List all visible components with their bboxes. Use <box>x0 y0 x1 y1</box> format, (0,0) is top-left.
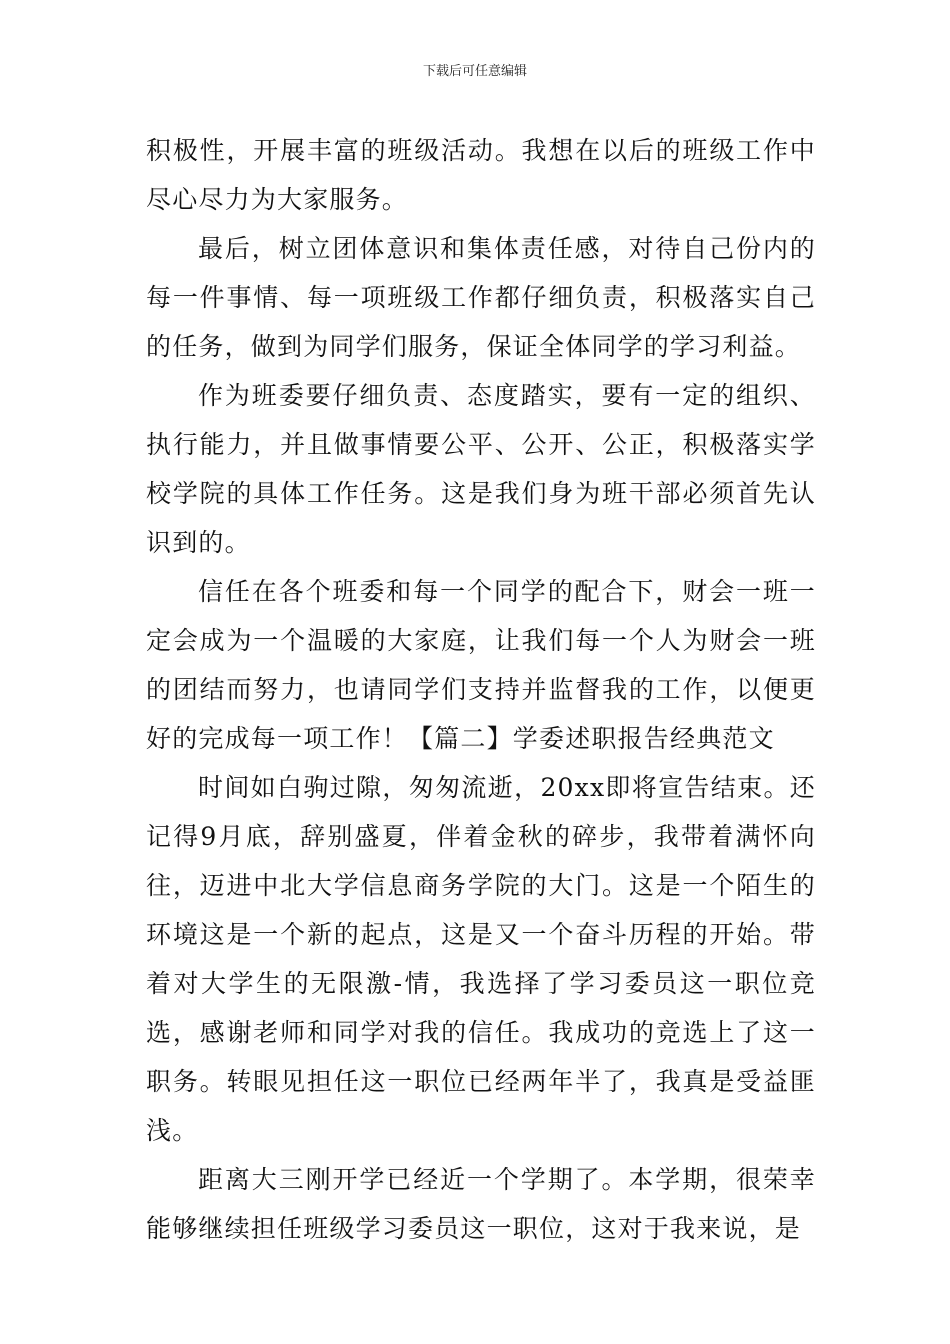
document-body <box>146 126 816 1253</box>
paragraph-6: 距离大三刚开学已经近一个学期了。本学期，很荣幸能够继续担任班级学习委员这一职位，这对于我来说，是 <box>146 1165 816 1243</box>
paragraph-5: 时间如白驹过隙，匆匆流逝，20xx即将宣告结束。还记得9月底，辞别盛夏，伴着金秋的碎步，我带着满怀向往，迈进中北大学信息商务学院的大门。这是一个陌生的环境这是一个新的起点，这是又一个奋斗历程的开始。带着对大学生的无限激-情，我选择了学习委员这一职位竞选，感谢老师和同学对我的信任。我成功的竞选上了这一职务。转眼见担任这一职位已经两年半了，我真是受益匪浅。 <box>146 773 816 1145</box>
paragraph-2: 最后，树立团体意识和集体责任感，对待自己份内的每一件事情、每一项班级工作都仔细负责，积极落实自己的任务，做到为同学们服务，保证全体同学的学习利益。 <box>146 234 816 361</box>
paragraph-1: 积极性，开展丰富的班级活动。我想在以后的班级工作中尽心尽力为大家服务。 <box>146 136 816 214</box>
page-header: 下载后可任意编辑 <box>422 64 527 79</box>
paragraph-3: 作为班委要仔细负责、态度踏实，要有一定的组织、执行能力，并且做事情要公平、公开、公正，积极落实学校学院的具体工作任务。这是我们身为班干部必须首先认识到的。 <box>146 381 816 557</box>
paragraph-4: 信任在各个班委和每一个同学的配合下，财会一班一定会成为一个温暖的大家庭，让我们每一个人为财会一班的团结而努力，也请同学们支持并监督我的工作，以便更好的完成每一项工作！【篇二】学委述职报告经典范文 <box>146 577 816 753</box>
